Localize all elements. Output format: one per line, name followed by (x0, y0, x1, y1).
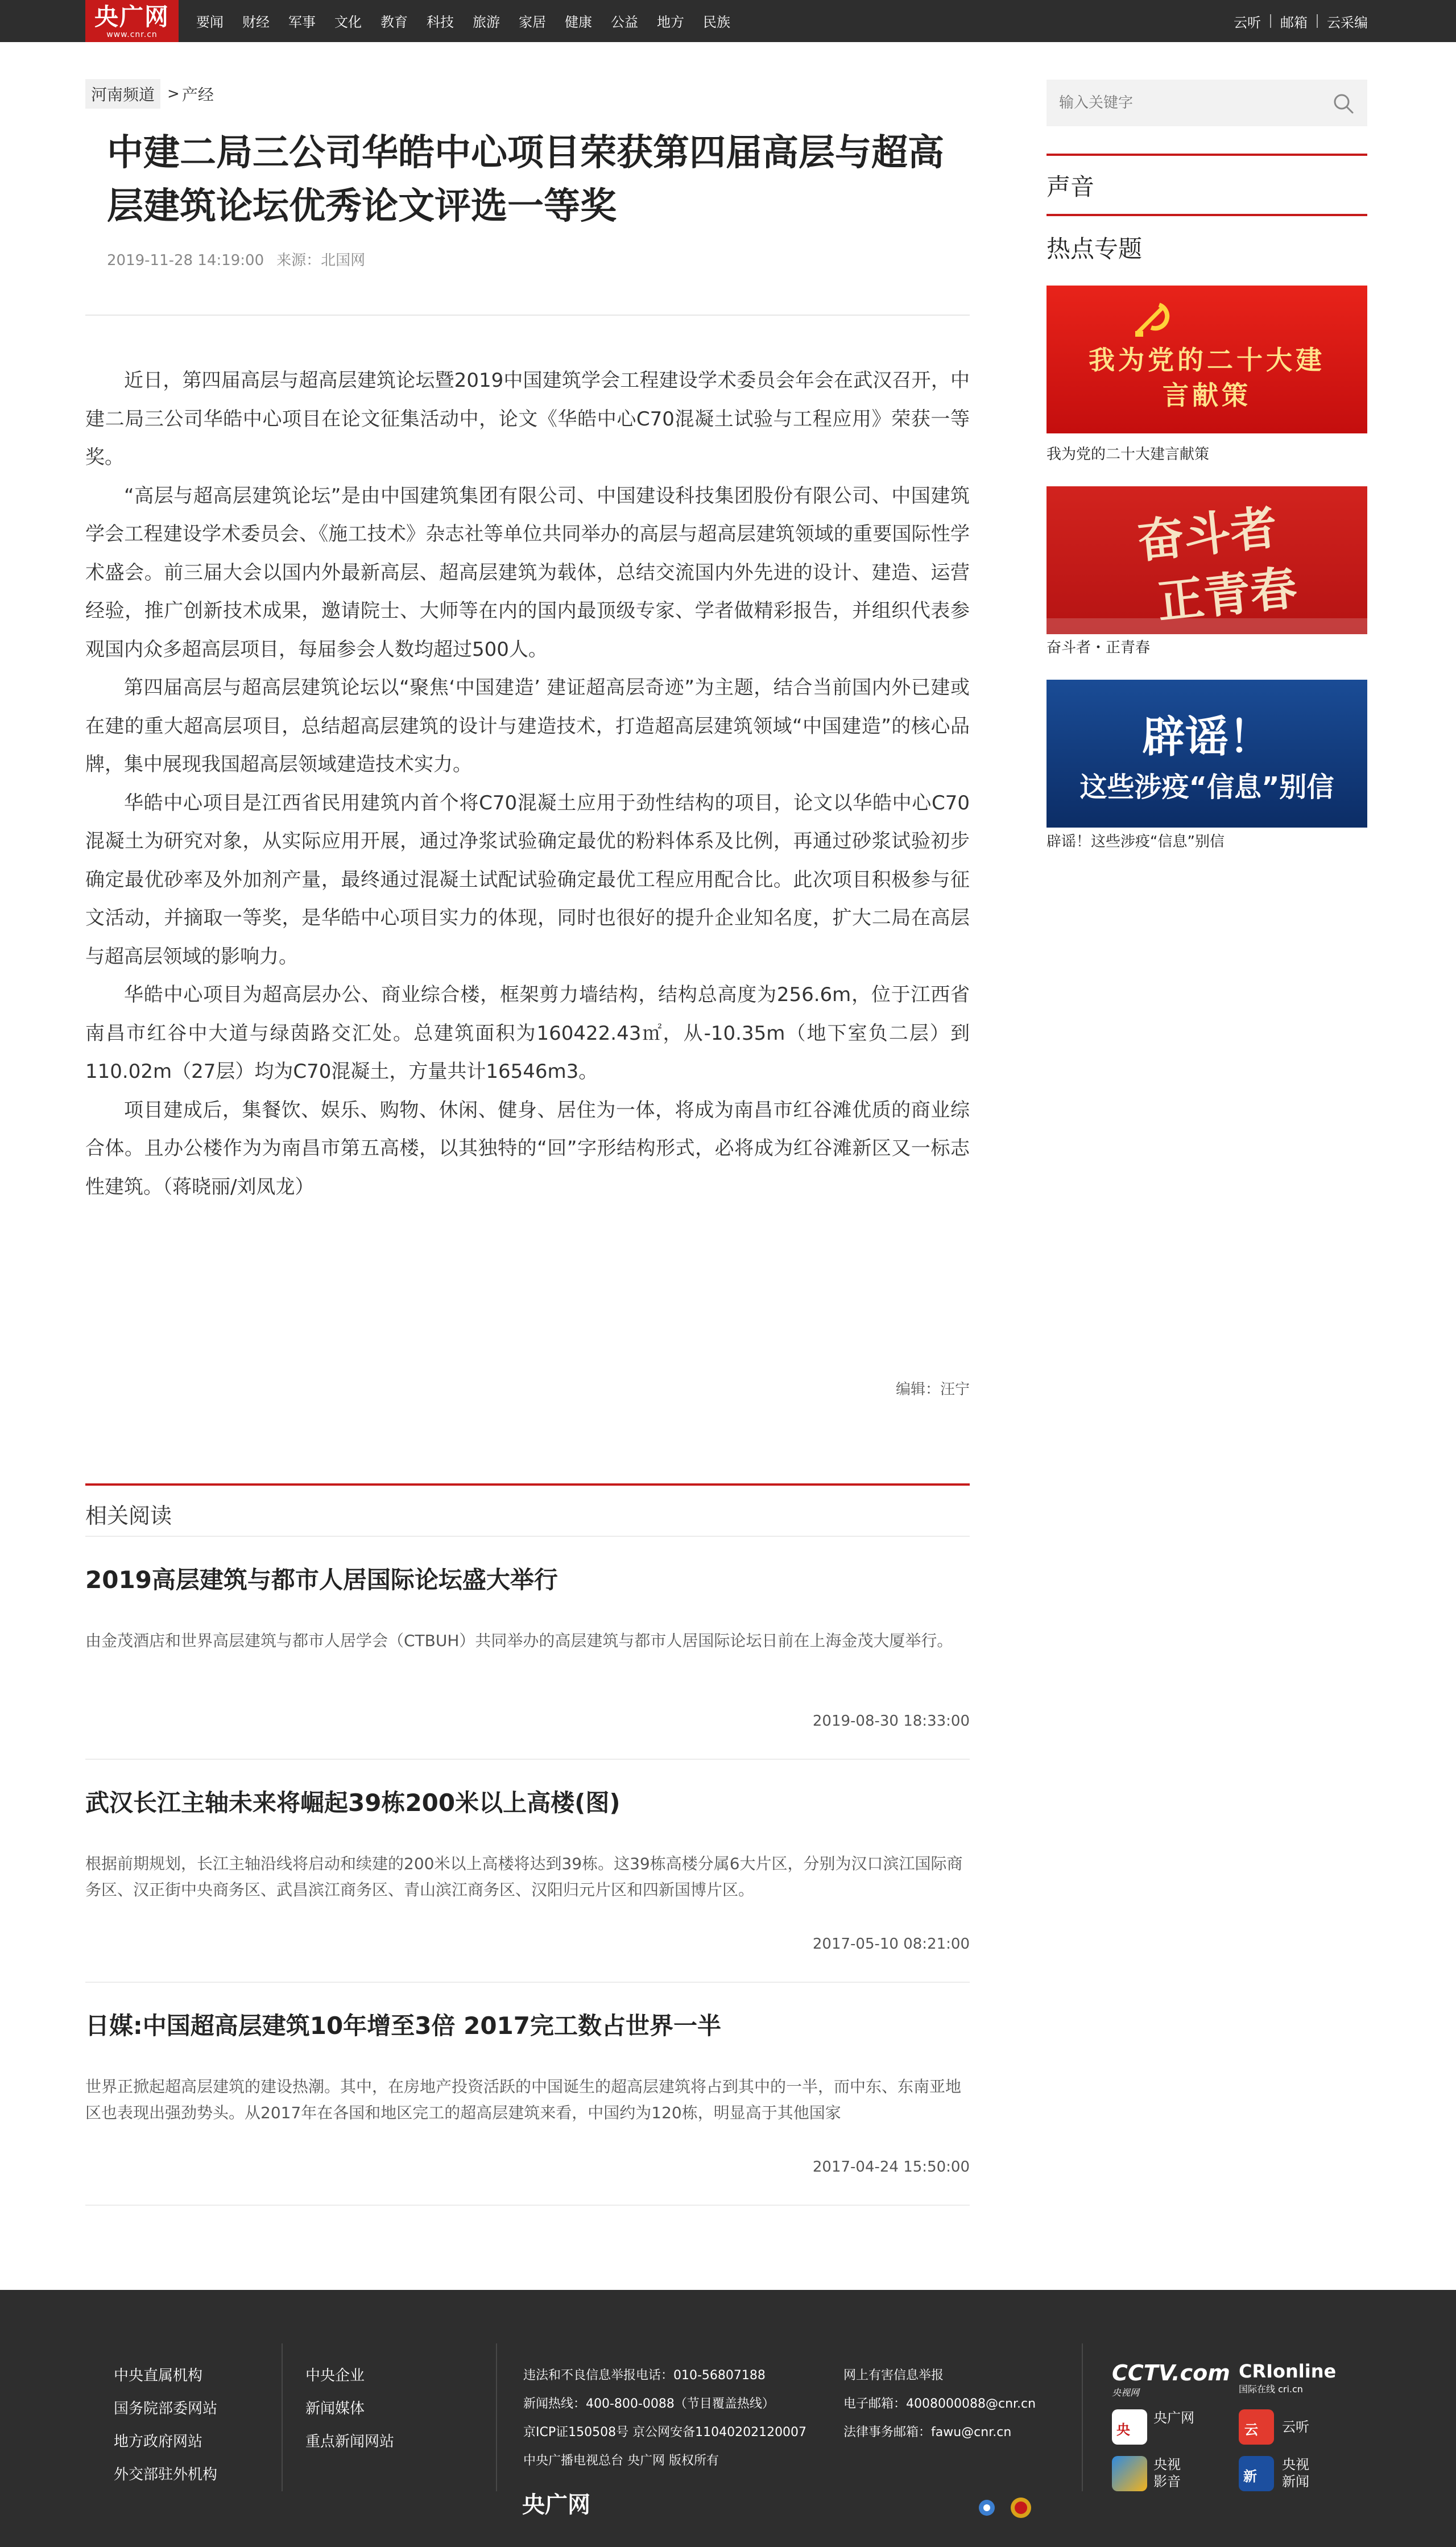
site-logo[interactable] (85, 0, 179, 42)
breadcrumb-channel[interactable]: 河南频道 (85, 79, 160, 109)
footer-link[interactable]: 中央直属机构 (114, 2367, 203, 2384)
footer-link[interactable]: 地方政府网站 (114, 2433, 203, 2450)
footer-info-line: 违法和不良信息举报电话：010-56807188 (523, 2368, 766, 2383)
main-nav (196, 0, 749, 42)
footer-logo-text: 央广网 (522, 2492, 590, 2518)
breadcrumb-separator: > (167, 85, 180, 102)
nav-item[interactable]: 要闻 (196, 14, 224, 30)
search-icon[interactable] (1332, 92, 1355, 115)
article-paragraph: 华皓中心项目为超高层办公、商业综合楼，框架剪力墙结构，结构总高度为256.6m，位于江西省南昌市红谷中大道与绿茵路交汇处。总建筑面积为160422.43㎡，从-10.35m（地下室负二层）到110.02m（27层）均为C70混凝土，方量共计16546m3。 (85, 983, 970, 1083)
nav-item[interactable]: 地方 (657, 14, 684, 30)
footer-info-line: 新闻热线：400-800-0088（节目覆盖热线） (523, 2397, 775, 2411)
related-item-summary: 由金茂酒店和世界高层建筑与都市人居学会（CTBUH）共同举办的高层建筑与都市人居国际论坛日前在上海金茂大厦举行。 (85, 1631, 953, 1650)
footer-col-gov (114, 2359, 217, 2491)
skyline-decoration (1046, 618, 1367, 634)
promo-banner[interactable] (1046, 486, 1367, 634)
cnr-app-icon[interactable]: 央 (1112, 2409, 1147, 2445)
footer-info-line[interactable]: 京ICP证150508号 京公网安备11040202120007 (523, 2425, 807, 2440)
breadcrumb-section[interactable]: 产经 (181, 85, 214, 104)
related-item-date: 2017-04-24 15:50:00 (812, 2159, 970, 2176)
related-item (85, 1786, 970, 1953)
link-mail[interactable]: 邮箱 (1280, 14, 1308, 31)
article-source: 来源：北国网 (276, 252, 366, 269)
footer-info-line: 中央广播电视总台 央广网 版权所有 (523, 2454, 719, 2468)
police-badge-icon[interactable] (977, 2498, 996, 2517)
divider (282, 2343, 283, 2491)
section-heading-voice[interactable]: 声音 (1046, 173, 1095, 201)
article-body (85, 362, 970, 1206)
top-nav-bar (0, 0, 1456, 42)
article-paragraph: 项目建成后，集餐饮、娱乐、购物、休闲、健身、居住为一体，将成为南昌市红谷滩优质的商业综合体。且办公楼作为为南昌市第五高楼，以其独特的“回”字形结构形式，必将成为红谷滩新区又一标志性建筑。（蒋晓丽/刘凤龙） (85, 1098, 970, 1198)
promo-caption[interactable]: 辟谣！这些涉疫“信息”别信 (1046, 833, 1225, 850)
promo-caption[interactable]: 奋斗者・正青春 (1046, 639, 1151, 656)
article-editor: 编辑：汪宁 (895, 1381, 970, 1398)
promo-image-text: 我为党的二十大建言献策 (1089, 345, 1325, 411)
footer-info-line: 法律事务邮箱：fawu@cnr.cn (843, 2425, 1012, 2440)
promo-banner[interactable] (1046, 680, 1367, 828)
yunting-app-icon[interactable]: 云 (1239, 2409, 1274, 2445)
article-paragraph: 近日，第四届高层与超高层建筑论坛暨2019中国建筑学会工程建设学术委员会年会在武汉召开，中建二局三公司华皓中心项目在论文征集活动中，论文《华皓中心C70混凝土试验与工程应用》荣获一等奖。 (85, 369, 970, 469)
related-item-summary: 世界正掀起超高层建筑的建设热潮。其中，在房地产投资活跃的中国诞生的超高层建筑将占到其中的一半，而中东、东南亚地区也表现出强劲势头。从2017年在各国和地区完工的超高层建筑来看，中国约为120栋，明显高于其他国家 (85, 2077, 962, 2122)
promo-image-text: 正青春 (1155, 560, 1300, 630)
logo-text: 央广网 (94, 3, 169, 31)
article-meta (107, 249, 365, 270)
logo-sub: www.cnr.cn (106, 30, 158, 39)
related-item-date: 2017-05-10 08:21:00 (812, 1936, 970, 1953)
section-heading-hot-topics: 热点专题 (1046, 235, 1143, 263)
related-item-title[interactable]: 武汉长江主轴未来将崛起39栋200米以上高楼(图) (85, 1789, 621, 1817)
nav-item[interactable]: 公益 (611, 14, 638, 30)
nav-item[interactable]: 科技 (427, 14, 454, 30)
partner-logo-sub: 央视网 (1112, 2387, 1140, 2398)
footer-link[interactable]: 新闻媒体 (305, 2400, 365, 2417)
nav-item[interactable]: 教育 (380, 14, 408, 30)
footer-info-contact (843, 2362, 1036, 2447)
cri-logo[interactable] (1239, 2360, 1336, 2395)
article-datetime: 2019-11-28 14:19:00 (107, 252, 264, 269)
footer-link[interactable]: 外交部驻外机构 (114, 2466, 218, 2483)
nav-item[interactable]: 军事 (288, 14, 316, 30)
divider (85, 1759, 970, 1760)
app-label[interactable]: 云听 (1282, 2419, 1309, 2435)
breadcrumb (85, 80, 214, 108)
search-input[interactable] (1059, 80, 1321, 126)
article-paragraph: “高层与超高层建筑论坛”是由中国建筑集团有限公司、中国建设科技集团股份有限公司、中国建筑学会工程建设学术委员会、《施工技术》杂志社等单位共同举办的高层与超高层建筑领域的重要国际性学术盛会。前三届大会以国内外最新高层、超高层建筑为载体，总结交流国内外先进的设计、建造、运营经验，推广创新技术成果，邀请院士、大师等在内的国内最顶级专家、学者做精彩报告，并组织代表参观国内众多超高层项目，每届参会人数均超过500人。 (85, 484, 970, 661)
section-accent-line (1046, 214, 1367, 216)
related-accent-line (85, 1483, 970, 1486)
nav-item[interactable]: 财经 (242, 14, 270, 30)
divider (85, 2205, 970, 2206)
footer-col-media (305, 2359, 394, 2458)
app-label[interactable]: 央视新闻 (1282, 2457, 1309, 2490)
promo-image-text: 这些涉疫“信息”别信 (1079, 771, 1334, 803)
divider (85, 1536, 970, 1537)
partner-logo-sub: 国际在线 cri.cn (1239, 2384, 1303, 2395)
related-heading: 相关阅读 (85, 1503, 172, 1528)
divider (85, 315, 970, 316)
related-item-date: 2019-08-30 18:33:00 (812, 1713, 970, 1730)
party-emblem-icon (1132, 301, 1172, 341)
divider (1317, 14, 1318, 28)
nav-item[interactable]: 健康 (565, 14, 592, 30)
article-title: 中建二局三公司华皓中心项目荣获第四届高层与超高层建筑论坛优秀论文评选一等奖 (107, 132, 944, 228)
divider (85, 1982, 970, 1983)
cctv-video-app-icon[interactable] (1112, 2456, 1147, 2491)
app-label[interactable]: 央广网 (1153, 2410, 1194, 2426)
partner-logo-text: CCTV.com (1112, 2360, 1230, 2385)
nav-item[interactable]: 文化 (334, 14, 362, 30)
nav-item[interactable]: 旅游 (473, 14, 500, 30)
nav-item[interactable]: 民族 (703, 14, 730, 30)
link-yunting[interactable]: 云听 (1234, 14, 1261, 31)
divider (1270, 14, 1271, 28)
divider (1082, 2343, 1083, 2491)
article-paragraph: 华皓中心项目是江西省民用建筑内首个将C70混凝土应用于劲性结构的项目，论文以华皓中心C70混凝土为研究对象，从实际应用开展，通过净浆试验确定最优的粉料体系及比例，再通过砂浆试验初步确定最优砂率及外加剂产量，最终通过混凝土试配试验确定最优工程应用配合比。此次项目积极参与征文活动，并摘取一等奖，是华皓中心项目实力的体现，同时也很好的提升企业知名度，扩大二局在高层与超高层领域的影响力。 (85, 791, 970, 968)
related-item (85, 2009, 970, 2176)
national-emblem-icon[interactable] (1009, 2496, 1033, 2520)
promo-caption[interactable]: 我为党的二十大建言献策 (1046, 446, 1210, 463)
footer-info-line: 电子邮箱：4008000088@cnr.cn (843, 2397, 1036, 2411)
related-item (85, 1563, 970, 1730)
cctv-logo[interactable] (1112, 2360, 1230, 2399)
cctv-news-app-icon[interactable]: 新 (1239, 2456, 1274, 2491)
partner-logo-text: CRIonline (1239, 2360, 1337, 2382)
link-yuncaibian[interactable]: 云采编 (1327, 14, 1368, 31)
article-paragraph: 第四届高层与超高层建筑论坛以“聚焦‘中国建造’ 建证超高层奇迹”为主题，结合当前国内外已建或在建的重大超高层项目，总结超高层建筑的设计与建造技术，打造超高层建筑领域“中国建造”的核心品牌，集中展现我国超高层领域建造技术实力。 (85, 676, 970, 776)
search-box (1046, 80, 1367, 126)
footer-logo[interactable] (522, 2487, 590, 2519)
related-item-title[interactable]: 2019高层建筑与都市人居国际论坛盛大举行 (85, 1566, 558, 1594)
related-item-title[interactable]: 日媒:中国超高层建筑10年增至3倍 2017完工数占世界一半 (85, 2012, 721, 2040)
promo-image-text: 辟谣！ (1142, 712, 1272, 762)
footer-info-report (523, 2362, 806, 2475)
promo-banner[interactable] (1046, 286, 1367, 433)
footer-info-line[interactable]: 网上有害信息举报 (843, 2368, 944, 2383)
app-label[interactable]: 央视影音 (1153, 2457, 1181, 2490)
footer-link[interactable]: 中央企业 (305, 2367, 365, 2384)
promo-image-text: 奋斗者 (1135, 500, 1280, 569)
related-item-summary: 根据前期规划，长江主轴沿线将启动和续建的200米以上高楼将达到39栋。这39栋高楼分属6大片区，分别为汉口滨江国际商务区、汉正街中央商务区、武昌滨江商务区、青山滨江商务区、汉阳归元片区和四新国博片区。 (85, 1854, 963, 1899)
top-right-links (1234, 0, 1368, 42)
section-accent-line (1046, 154, 1367, 156)
nav-item[interactable]: 家居 (519, 14, 546, 30)
divider (496, 2343, 497, 2491)
footer-link[interactable]: 重点新闻网站 (305, 2433, 395, 2450)
footer-link[interactable]: 国务院部委网站 (114, 2400, 218, 2417)
